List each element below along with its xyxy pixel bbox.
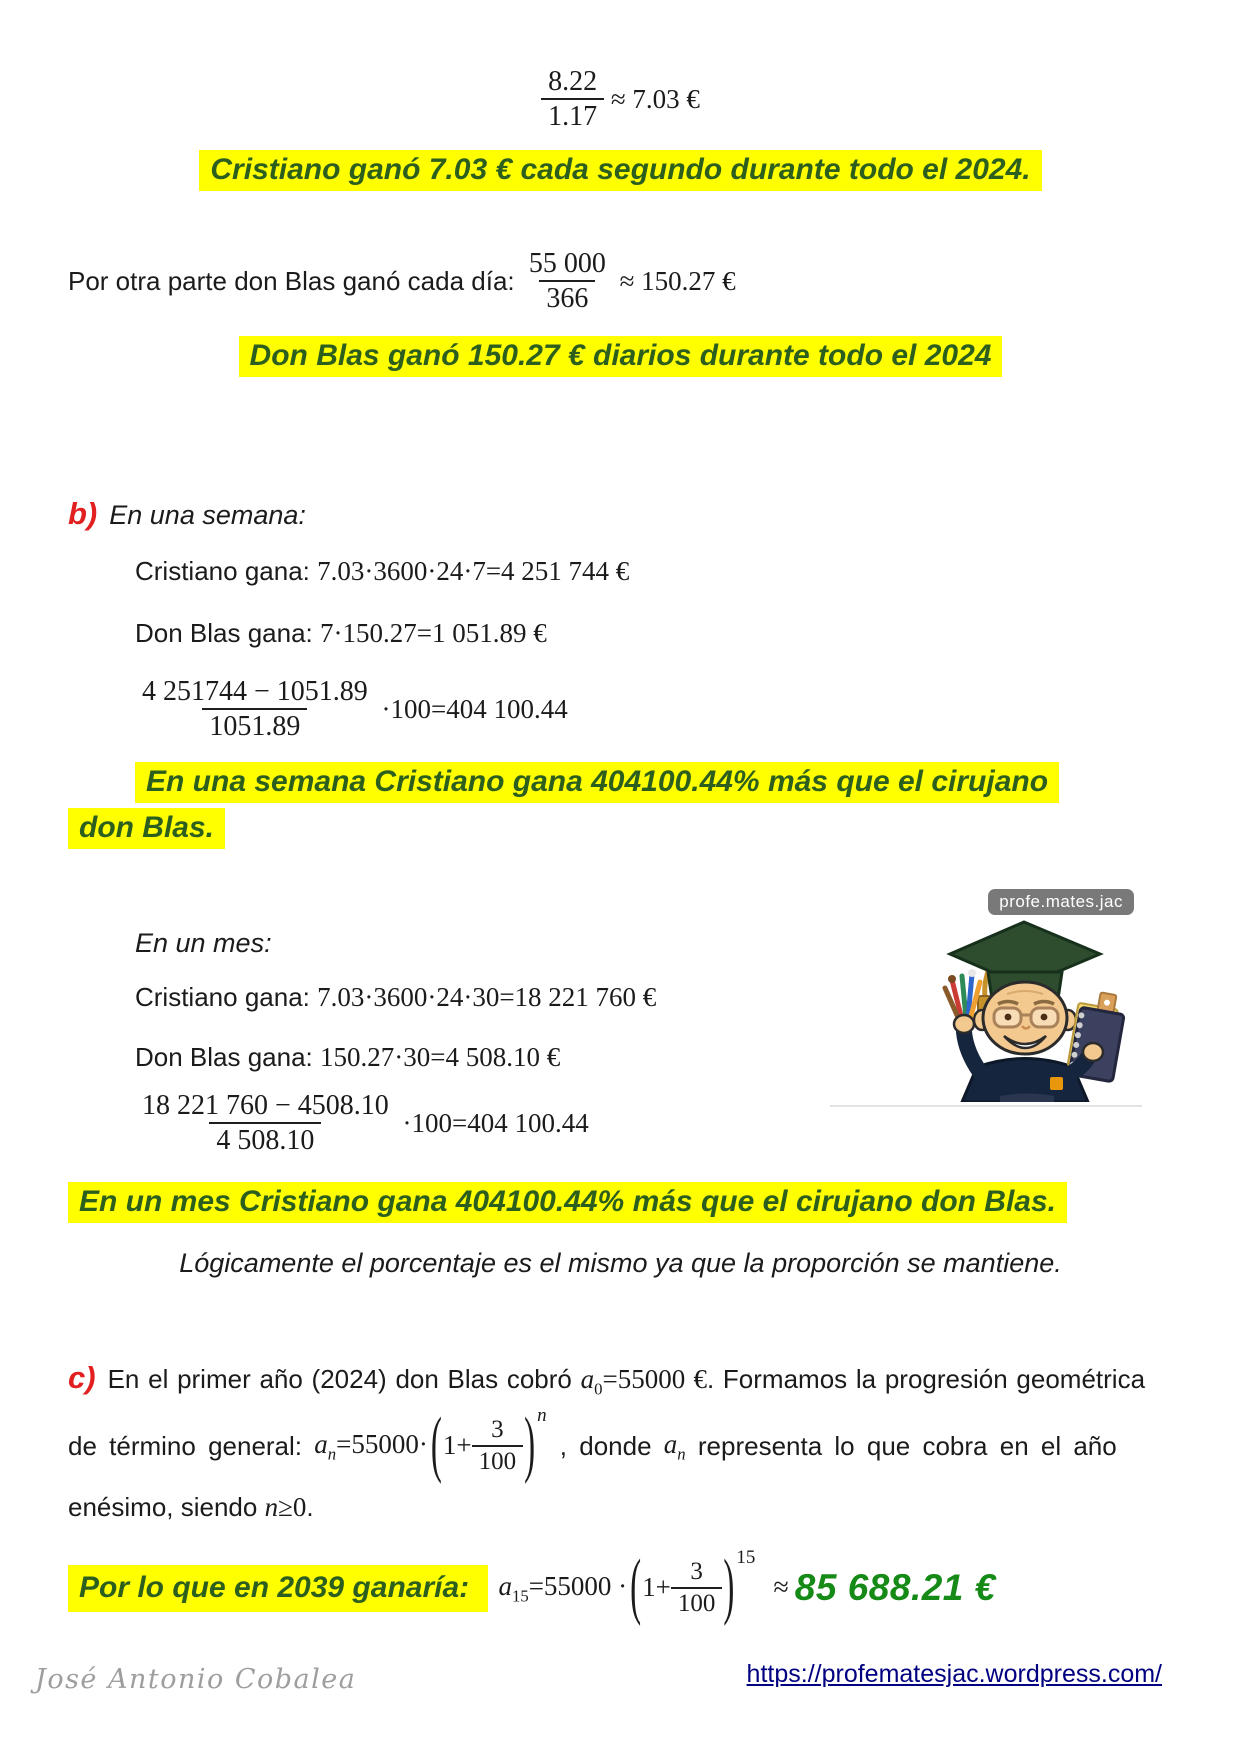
week-percentage-equation <box>135 676 568 743</box>
month-intro-text: En un mes: <box>135 928 272 958</box>
highlight-row <box>68 1182 1067 1221</box>
final-result-line <box>68 1546 996 1630</box>
section-b-intro: En una semana: <box>109 500 306 530</box>
fraction-numerator: 3 <box>690 1558 703 1585</box>
parenthesized-expression <box>430 1404 547 1486</box>
fraction <box>135 1090 396 1157</box>
month-cristiano-line <box>135 982 656 1013</box>
month-intro <box>135 928 272 959</box>
highlight-month: En un mes Cristiano gana 404100.44% más que el cirujano don Blas. <box>68 1182 1067 1223</box>
line-text: , donde <box>547 1430 664 1461</box>
author-signature: José Antonio Cobalea <box>35 1664 357 1695</box>
section-c-label: c) <box>68 1360 96 1395</box>
equation-result: ·100=404 100.44 <box>395 1107 589 1138</box>
math-sub: n <box>327 1444 337 1464</box>
fraction <box>522 248 613 315</box>
highlight-daily: Don Blas ganó 150.27 € diarios durante todo el 2024 <box>239 336 1003 377</box>
parenthesized-expression <box>629 1546 756 1628</box>
line-lead: Don Blas gana: <box>135 618 321 648</box>
inline-math-a15 <box>488 1571 627 1606</box>
highlight-row <box>0 150 1241 189</box>
note-text: Lógicamente el porcentaje es el mismo ya que la proporción se mantiene. <box>179 1248 1062 1278</box>
right-paren: ) <box>524 1404 536 1486</box>
section-b-heading <box>68 496 306 532</box>
line-lead: Cristiano gana: <box>135 556 318 586</box>
line-text: enésimo, siendo <box>68 1492 265 1522</box>
section-c-line2 <box>68 1403 1117 1489</box>
math-var: a <box>663 1428 678 1459</box>
fraction-numerator: 3 <box>491 1416 504 1443</box>
fraction-denominator: 4 508.10 <box>209 1122 321 1156</box>
math-sub: 15 <box>511 1586 529 1606</box>
highlight-week-line1: En una semana Cristiano gana 404100.44% más que el cirujano <box>135 762 1059 803</box>
daily-lead-text: Por otra parte don Blas ganó cada día: <box>68 265 522 296</box>
week-blas-line <box>135 618 547 649</box>
note-row <box>0 1248 1241 1279</box>
math-var: a <box>498 1570 512 1601</box>
month-percentage-equation <box>135 1090 589 1157</box>
math-var: n <box>264 1492 279 1522</box>
inline-math-an <box>664 1429 686 1464</box>
fraction-denominator: 1051.89 <box>202 708 307 742</box>
line-lead: Cristiano gana: <box>135 982 318 1012</box>
right-paren: ) <box>723 1546 735 1628</box>
math-sub: n <box>677 1444 686 1464</box>
fraction <box>541 66 604 133</box>
line-text: representa lo que cobra en el año <box>685 1430 1117 1461</box>
paren-inner <box>443 1416 523 1476</box>
professor-cartoon <box>922 902 1132 1102</box>
line-math: 7·150.27=1 051.89 € <box>320 618 547 648</box>
math-rest: =55000· <box>336 1428 428 1459</box>
equation-per-second <box>0 66 1241 133</box>
approx-symbol: ≈ <box>766 1572 789 1603</box>
month-blas-line <box>135 1042 560 1073</box>
watermark-badge: profe.mates.jac <box>988 889 1134 915</box>
paren-lead: 1+ <box>642 1572 671 1603</box>
paren-lead: 1+ <box>442 1430 472 1461</box>
line-text: de término general: <box>68 1430 315 1461</box>
highlight-row <box>0 336 1241 375</box>
inline-math-n <box>265 1492 307 1523</box>
left-paren: ( <box>630 1546 642 1628</box>
math-rest: =55000 · <box>528 1570 628 1601</box>
highlight-week-line2: don Blas. <box>68 808 225 849</box>
section-b-label: b) <box>68 496 98 531</box>
left-paren: ( <box>430 1404 442 1486</box>
equation-result: ≈ 150.27 € <box>612 265 736 296</box>
equation-result: ·100=404 100.44 <box>374 693 568 724</box>
section-c-line1 <box>68 1360 1145 1399</box>
line-math: 7.03·3600·24·30=18 221 760 € <box>317 982 657 1012</box>
math-rest: =55000 € <box>602 1364 707 1394</box>
line-math: 150.27·30=4 508.10 € <box>320 1042 561 1072</box>
fraction <box>671 1558 723 1618</box>
fraction <box>135 676 375 743</box>
math-var: a <box>580 1364 595 1394</box>
blog-link[interactable]: https://profematesjac.wordpress.com/ <box>746 1660 1162 1688</box>
highlight-final: Por lo que en 2039 ganaría: <box>68 1565 488 1612</box>
daily-earnings-line <box>68 248 736 315</box>
math-sub: 0 <box>594 1379 603 1399</box>
math-rest: ≥0 <box>278 1492 307 1522</box>
fraction <box>472 1416 524 1476</box>
highlight-row <box>135 762 1059 801</box>
paren-inner <box>642 1558 722 1618</box>
exponent: n <box>537 1405 547 1426</box>
line-text: . Formamos la progresión geométrica <box>706 1364 1146 1394</box>
inline-math-a0 <box>581 1364 707 1399</box>
final-amount: 85 688.21 € <box>794 1567 996 1608</box>
fraction-numerator: 4 251744 − 1051.89 <box>142 676 368 707</box>
line-text: . <box>306 1492 314 1522</box>
math-var: a <box>314 1428 328 1459</box>
highlight-per-second: Cristiano ganó 7.03 € cada segundo durante todo el 2024. <box>199 150 1041 191</box>
week-cristiano-line <box>135 556 629 587</box>
inline-math-an <box>314 1429 428 1464</box>
section-c-line3 <box>68 1492 314 1523</box>
fraction-numerator: 55 000 <box>528 248 606 279</box>
exponent: 15 <box>736 1547 756 1568</box>
professor-illustration <box>830 886 1142 1107</box>
equation-result: ≈ 7.03 € <box>604 83 700 114</box>
fraction-denominator: 366 <box>539 280 595 314</box>
highlight-row <box>68 808 225 847</box>
fraction-denominator: 100 <box>472 1445 524 1476</box>
line-text: En el primer año (2024) don Blas cobró <box>107 1364 581 1394</box>
fraction-denominator: 100 <box>671 1587 723 1618</box>
line-lead: Don Blas gana: <box>135 1042 321 1072</box>
line-math: 7.03·3600·24·7=4 251 744 € <box>317 556 630 586</box>
fraction-numerator: 18 221 760 − 4508.10 <box>142 1090 389 1121</box>
fraction-numerator: 8.22 <box>548 66 598 97</box>
fraction-denominator: 1.17 <box>541 98 604 132</box>
